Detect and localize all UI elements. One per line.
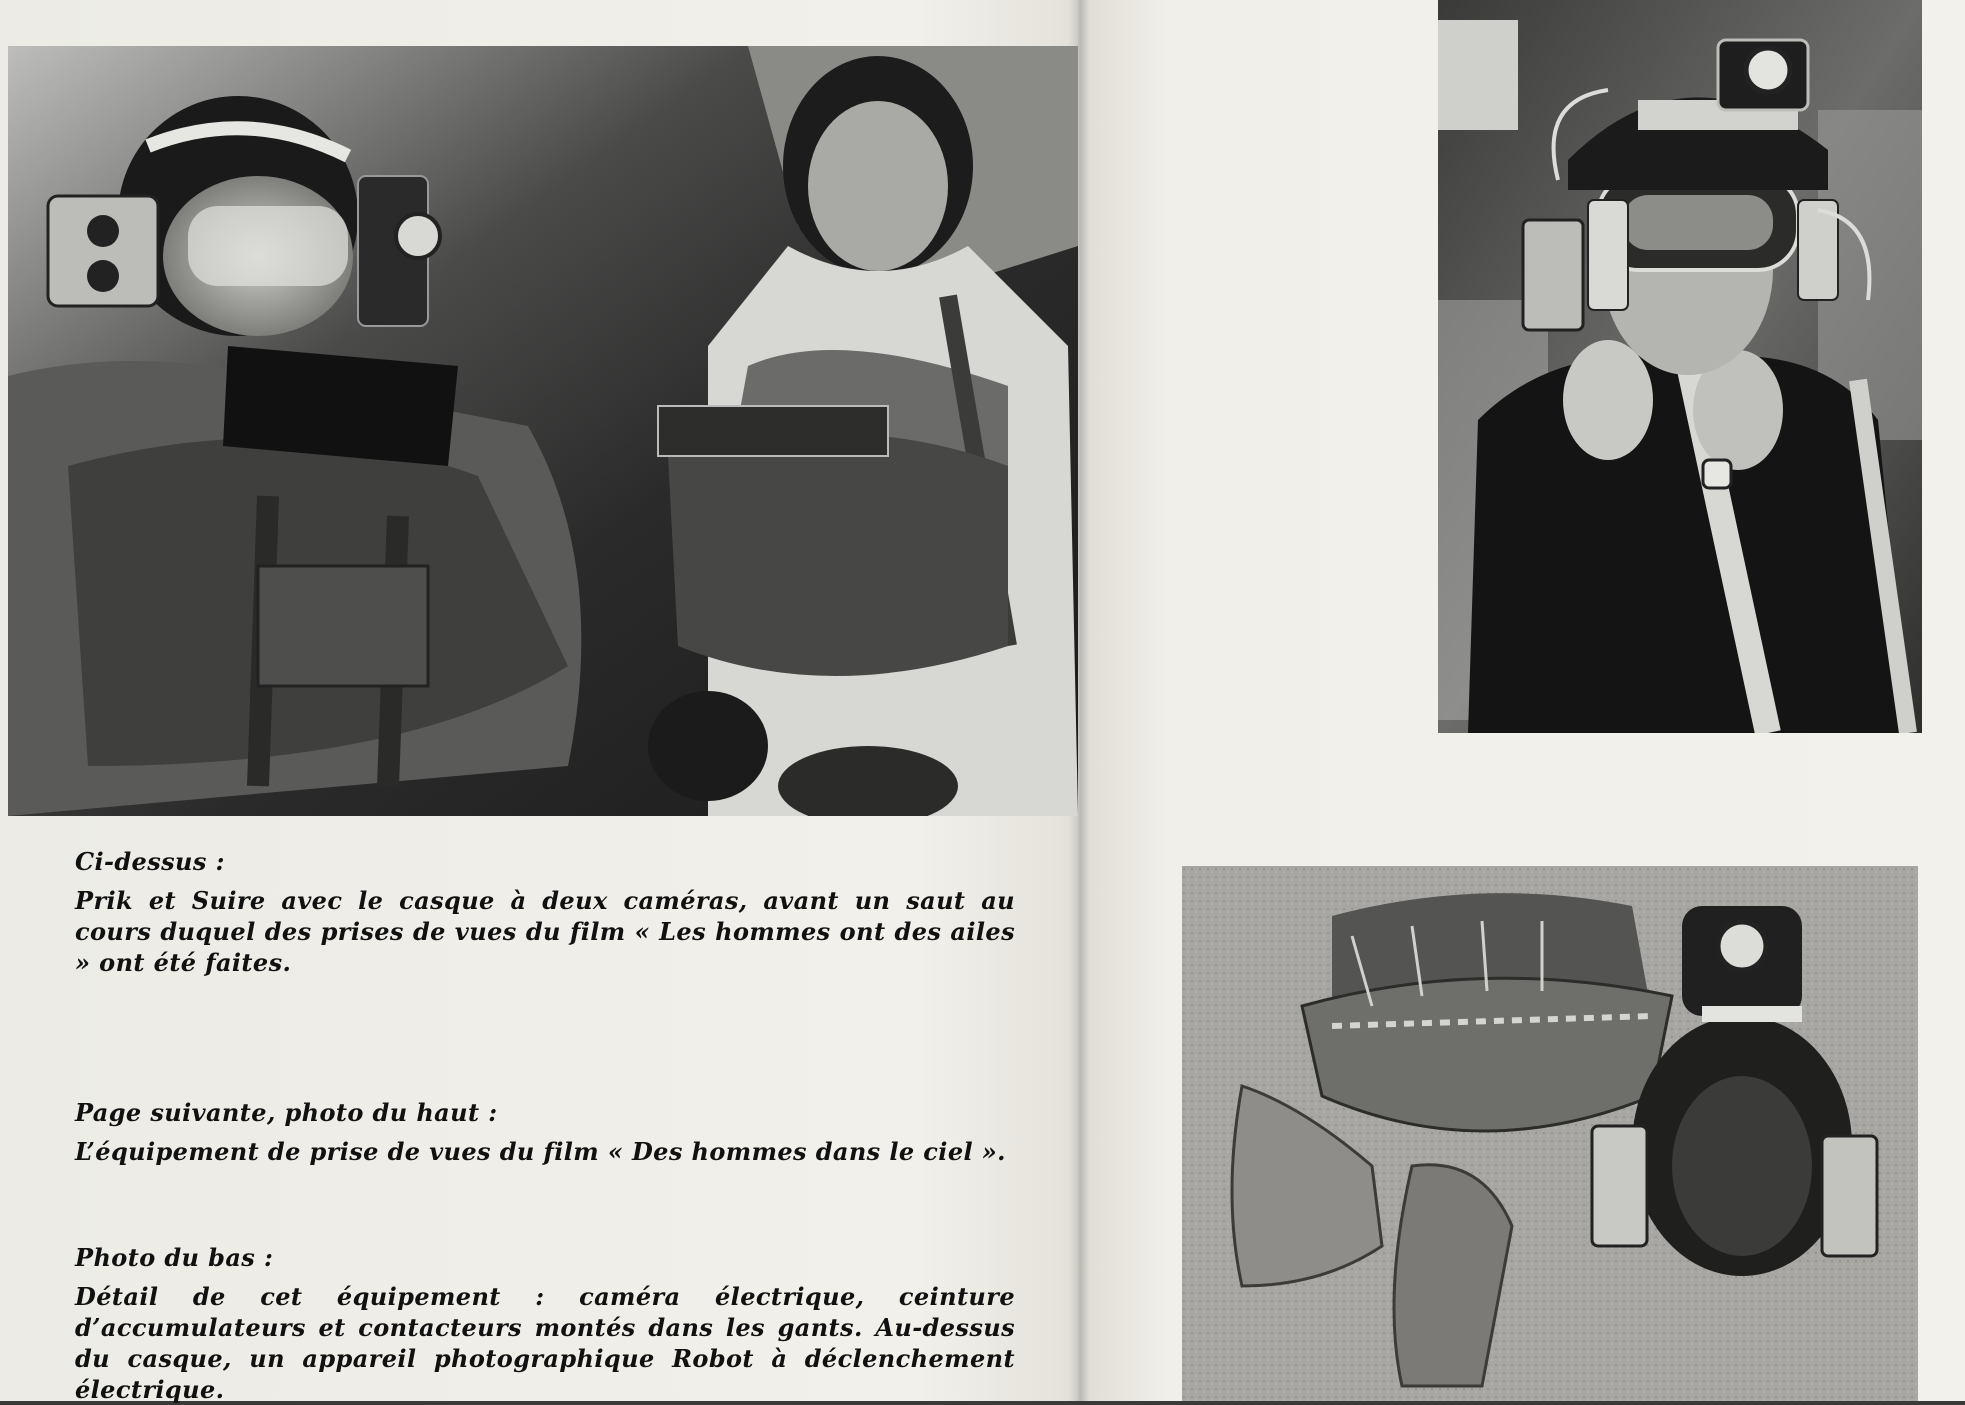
caption-next-page-top-heading: Page suivante, photo du haut :: [75, 1098, 498, 1127]
photo-helmet-camera-rig-portrait: [1438, 0, 1922, 733]
caption-bottom-photo: [75, 1242, 1015, 1405]
caption-next-page-top: [75, 1097, 1015, 1167]
caption-next-page-top-text: L’équipement de prise de vues du film « Des hommes dans le ciel ».: [75, 1137, 1006, 1166]
caption-above-heading: Ci-dessus :: [75, 847, 225, 876]
photo-parachutists-helmet-cameras: [8, 46, 1078, 816]
caption-bottom-photo-text: Détail de cet équipement : caméra électrique, ceinture d’accumulateurs et contacteurs montés dans les gants. Au-dessus du casque, un appareil photographique Robot à déclenchement électrique.: [75, 1282, 1015, 1404]
caption-above-text: Prik et Suire avec le casque à deux caméras, avant un saut au cours duquel des prises de vues du film « Les hommes ont des ailes » ont été faites.: [75, 886, 1015, 977]
photo-equipment-detail: [1182, 866, 1918, 1401]
caption-bottom-photo-heading: Photo du bas :: [75, 1243, 274, 1272]
caption-above: [75, 846, 1015, 978]
